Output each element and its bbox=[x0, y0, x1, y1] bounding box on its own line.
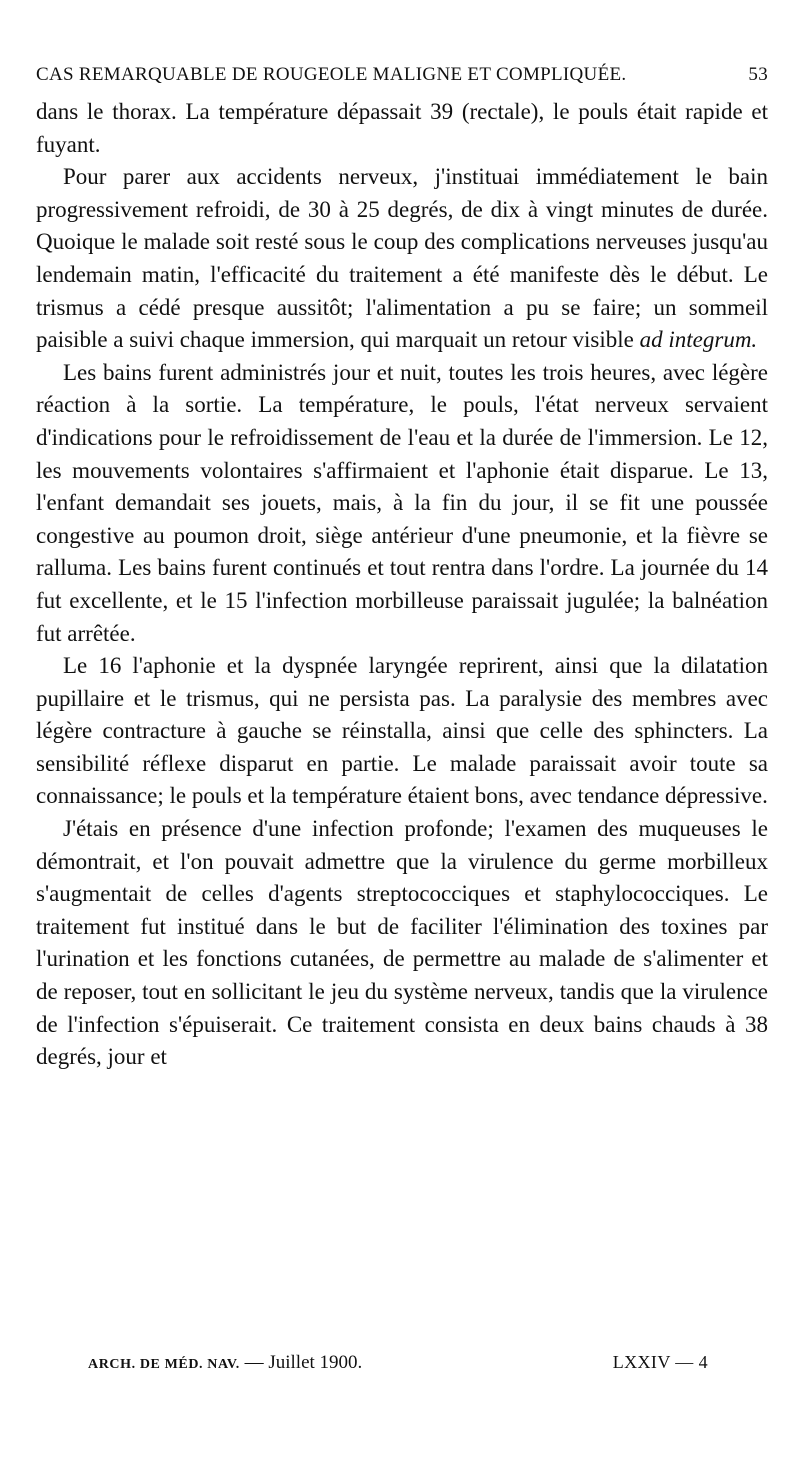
paragraph-bath-course bbox=[36, 357, 768, 650]
paragraph-text: J'étais en présence d'une infection profonde; l'examen des muqueuses le démontrait, et l'on pouvait admettre que la virulence du germe morbilleux s'augmentait de celles d'agents streptococciques et staphylococciques. Le traitement fut institué dans le but de faciliter l'élimination des toxines par l'urination et les fonctions cutanées, de permettre au malade de s'alimenter et de reposer, tout en sollicitant le jeu du système nerveux, tandis que la virulence de l'infection s'épuiserait. Ce traitement consista en deux bains chauds à 38 degrés, jour et bbox=[36, 816, 768, 1070]
paragraph-continuation bbox=[36, 96, 768, 161]
footer-journal: ARCH. DE MÉD. NAV. bbox=[88, 1357, 240, 1372]
footer-separator: — bbox=[244, 1352, 264, 1373]
paragraph-infection bbox=[36, 813, 768, 1074]
page-footer bbox=[88, 1352, 708, 1374]
paragraph-text: Pour parer aux accidents nerveux, j'instituai immédiatement le bain progressivement refroidi, de 30 à 25 degrés, de dix à vingt minutes de durée. Quoique le malade soit resté sous le coup des complications nerveuses jusqu'au lendemain matin, l'efficacité du traitement a été manifeste dès le début. Le trismus a cédé presque aussitôt; l'alimentation a pu se faire; un sommeil paisible a suivi chaque immersion, qui marquait un retour visible bbox=[36, 164, 768, 353]
paragraph-bath-treatment bbox=[36, 161, 768, 357]
footer-sheet-signature: LXXIV — 4 bbox=[612, 1352, 708, 1372]
book-page bbox=[36, 58, 768, 1074]
body-text bbox=[36, 96, 768, 1074]
paragraph-text: Le 16 l'aphonie et la dyspnée laryngée reprirent, ainsi que la dilatation pupillaire et le trismus, qui ne persista pas. La paralysie des membres avec légère contracture à gauche se réinstalla, ainsi que celle des sphincters. La sensibilité réflexe disparut en partie. Le malade paraissait avoir toute sa connaissance; le pouls et la température étaient bons, avec tendance dépressive. bbox=[36, 653, 768, 809]
paragraph-text: dans le thorax. La température dépassait 39 (rectale), le pouls était rapide et fuyant. bbox=[36, 99, 768, 157]
footer-citation bbox=[88, 1352, 362, 1374]
paragraph-relapse bbox=[36, 650, 768, 813]
footer-date: Juillet 1900. bbox=[268, 1352, 363, 1373]
page-number: 53 bbox=[748, 64, 768, 85]
running-title: CAS REMARQUABLE DE ROUGEOLE MALIGNE ET COMPLIQUÉE. bbox=[36, 64, 627, 85]
paragraph-italic-phrase: ad integrum. bbox=[639, 327, 758, 353]
paragraph-text: Les bains furent administrés jour et nuit, toutes les trois heures, avec légère réaction à la sortie. La température, le pouls, l'état nerveux servaient d'indications pour le refroidissement de l'eau et la durée de l'immersion. Le 12, les mouvements volontaires s'affirmaient et l'aphonie était disparue. Le 13, l'enfant demandait ses jouets, mais, à la fin du jour, il se fit une poussée congestive au poumon droit, siège antérieur d'une pneumonie, et la fièvre se ralluma. Les bains furent continués et tout rentra dans l'ordre. La journée du 14 fut excellente, et le 15 l'infection morbilleuse paraissait jugulée; la balnéation fut arrêtée. bbox=[36, 359, 768, 646]
running-head bbox=[36, 58, 768, 92]
